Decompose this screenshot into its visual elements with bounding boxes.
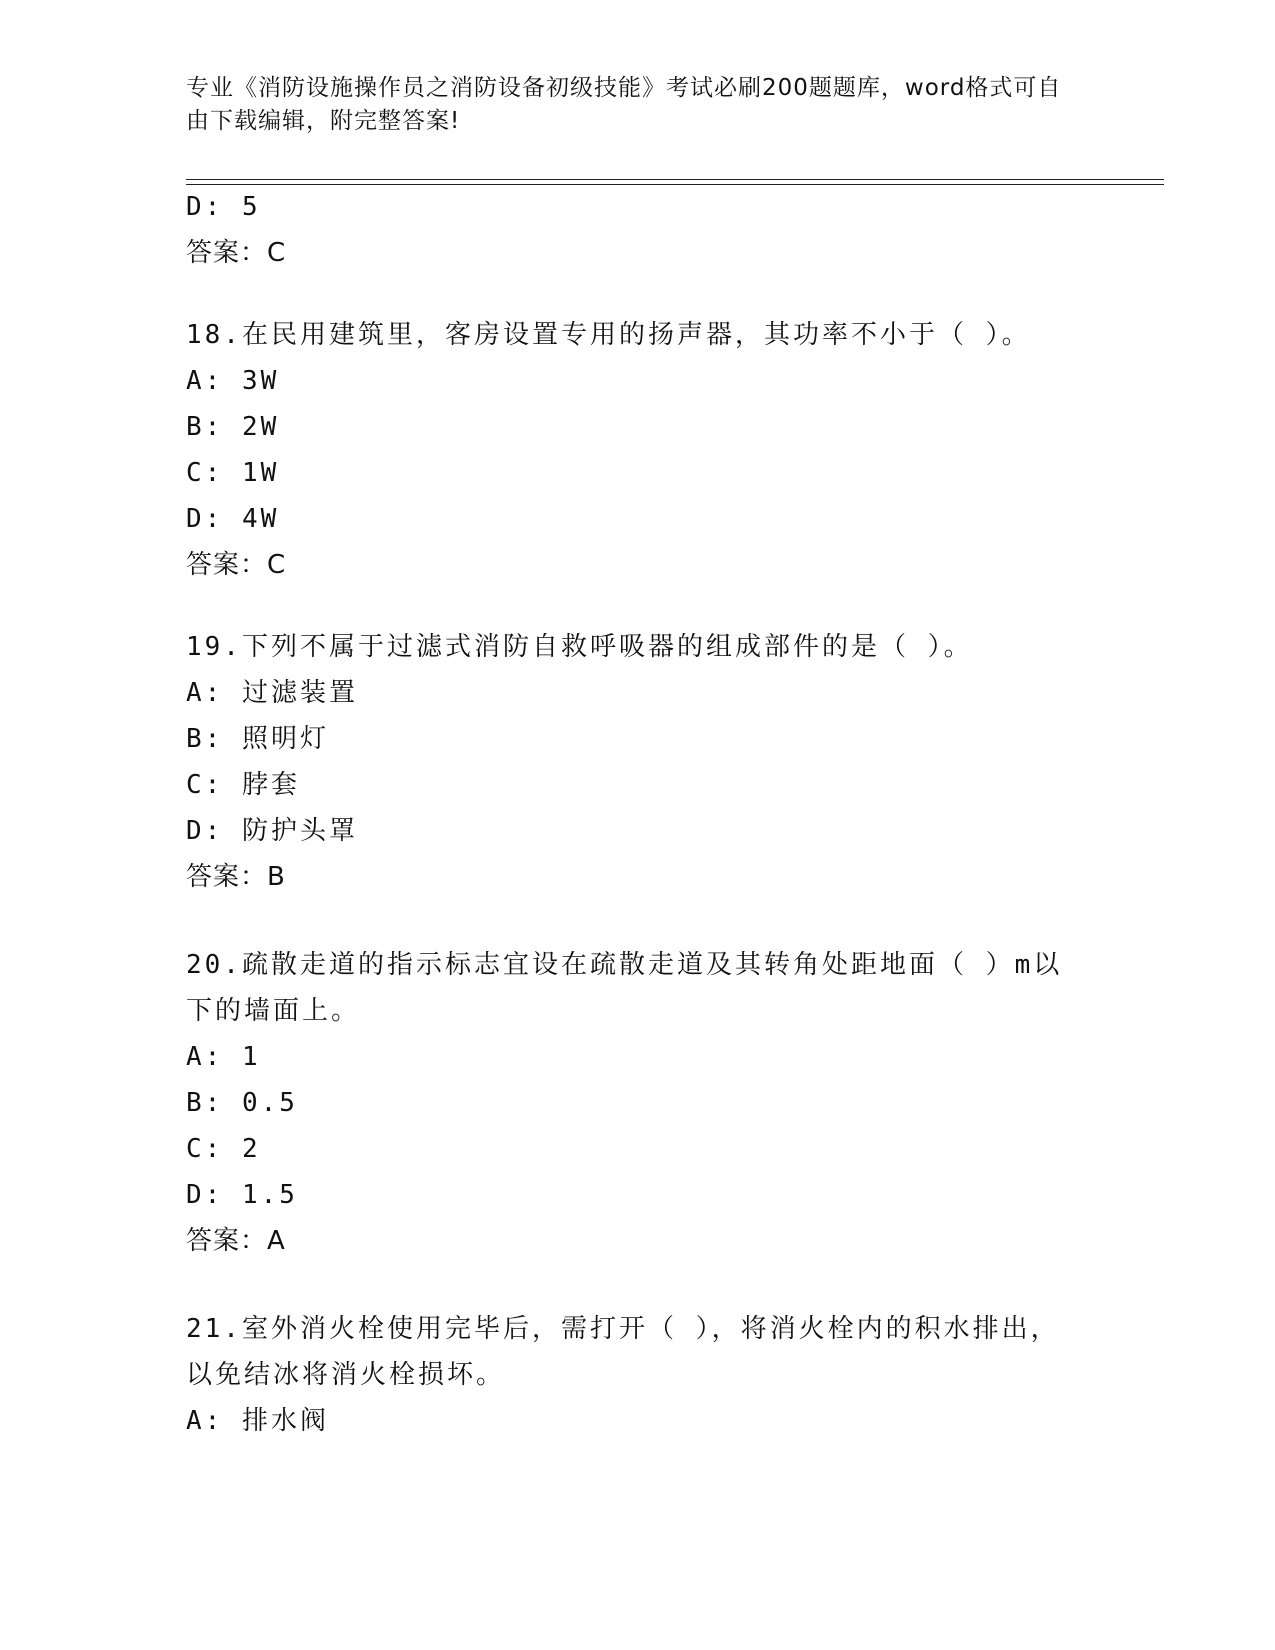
option-a: A: 过滤装置: [186, 678, 358, 708]
option-b: B: 照明灯: [186, 724, 329, 754]
spacer: [186, 594, 1066, 630]
document-header: 专业《消防设施操作员之消防设备初级技能》考试必刷200题题库，word格式可自由下载编辑，附完整答案!: [186, 75, 1062, 134]
option-a: A: 1: [186, 1042, 261, 1072]
header-divider-bottom: [186, 184, 1164, 185]
question-18: 18.在民用建筑里，客房设置专用的扬声器，其功率不小于（ ）。: [186, 320, 1031, 350]
answer: 答案：B: [186, 862, 286, 892]
answer: 答案：A: [186, 1226, 286, 1256]
option-c: C: 1W: [186, 458, 280, 488]
option-c: C: 2: [186, 1134, 261, 1164]
option-c: C: 脖套: [186, 770, 300, 800]
question-20: 20.疏散走道的指示标志宜设在疏散走道及其转角处距地面（ ）m以下的墙面上。: [186, 950, 1063, 1026]
option-d: D: 1.5: [186, 1180, 298, 1210]
question-21: 21.室外消火栓使用完毕后，需打开（ ），将消火栓内的积水排出，以免结冰将消火栓损坏。: [186, 1314, 1060, 1390]
option-a: A: 排水阀: [186, 1406, 329, 1436]
answer: 答案：C: [186, 550, 287, 580]
answer: 答案：C: [186, 238, 287, 268]
question-19: 19.下列不属于过滤式消防自救呼吸器的组成部件的是（ ）。: [186, 632, 973, 662]
spacer: [186, 282, 1066, 318]
option-b: B: 0.5: [186, 1088, 298, 1118]
option-b: B: 2W: [186, 412, 280, 442]
header-divider-top: [186, 179, 1164, 180]
option-d: D: 5: [186, 192, 261, 222]
option-a: A: 3W: [186, 366, 280, 396]
document-body: [186, 190, 1066, 1450]
spacer: [186, 906, 1066, 942]
spacer: [186, 1270, 1066, 1306]
option-d: D: 4W: [186, 504, 280, 534]
option-d: D: 防护头罩: [186, 816, 358, 846]
